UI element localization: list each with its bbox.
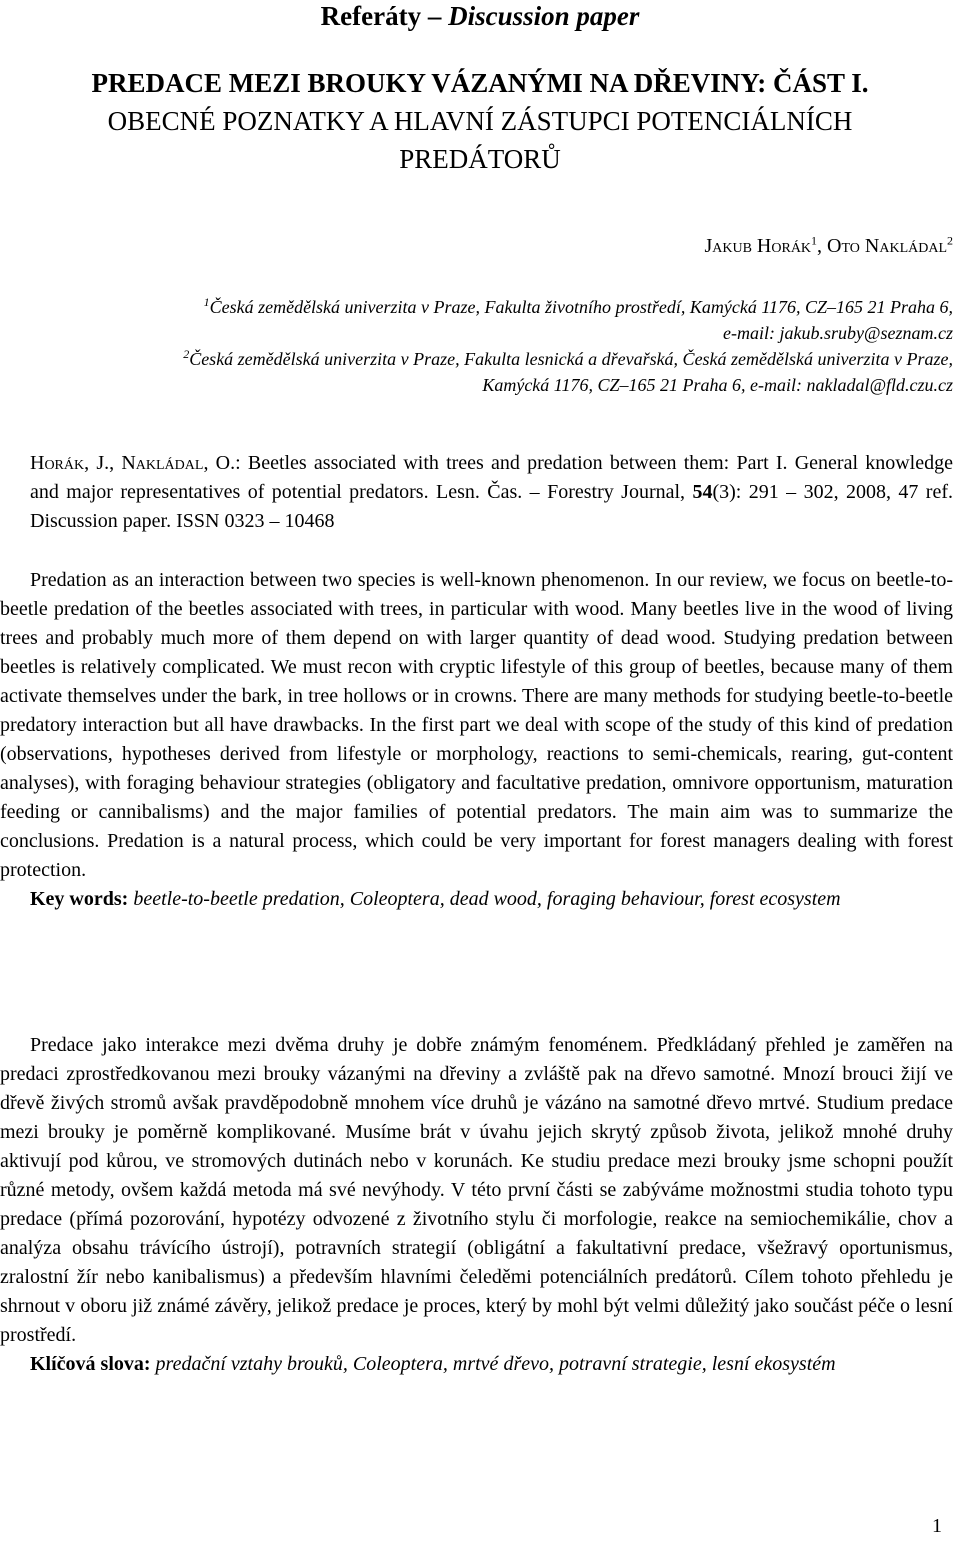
citation-block	[30, 449, 953, 536]
paper-title	[0, 64, 960, 178]
author-1: Jakub Horák	[704, 235, 812, 257]
author-list	[704, 232, 953, 260]
affiliations	[30, 294, 953, 398]
author-2-affil-mark: 2	[947, 233, 953, 248]
keywords-czech-label: Klíčová slova:	[30, 1353, 156, 1375]
author-1-affil-mark: 1	[811, 233, 818, 248]
affiliation-1-text: Česká zemědělská univerzita v Praze, Fakulta životního prostředí, Kamýcká 1176, CZ–165 21 Praha 6,	[209, 297, 953, 317]
citation-mid-2: , O.: Beetles associated with trees and predation between them: Part I. General knowledge and major representatives of potential predators. Lesn. Čas. – Forestry Journal,	[30, 452, 953, 503]
keywords-english	[0, 885, 953, 914]
abstract-english-text: Predation as an interaction between two species is well-known phenomenon. In our review, we focus on beetle-to-beetle predation of the beetles associated with trees, in particular with wood. Many beetles live in the wood of living trees and probably much more of them depend on with larger quantity of dead wood. Studying predation between beetles is relatively complicated. We must recon with cryptic lifestyle of this group of beetles, because many of them activate themselves under the bark, in tree hollows or in crowns. There are many methods for studying beetle-to-beetle predatory interaction but all have drawbacks. In the first part we deal with scope of the study of this kind of predation (observations, hypotheses derived from lifestyle or morphology, reactions to semi-chemicals, rearing, gut-content analyses), with foraging behaviour strategies (obligatory and facultative predation, omnivore opportunism, maturation feeding or cannibalisms) and the major families of potential predators. The main aim was to summarize the conclusions. Predation is a natural process, which could be very important for forest managers dealing with forest protection.	[0, 569, 953, 881]
keywords-czech	[0, 1350, 953, 1379]
citation-author-2: Nakládal	[121, 452, 204, 474]
header-czech: Referáty –	[320, 1, 449, 31]
title-line-3: PREDÁTORŮ	[399, 144, 561, 174]
affiliation-1-line-1	[30, 294, 953, 320]
abstract-czech	[0, 1031, 953, 1379]
title-line-1: PREDACE MEZI BROUKY VÁZANÝMI NA DŘEVINY: ČÁST I.	[91, 68, 869, 98]
affiliation-2-text: Česká zemědělská univerzita v Praze, Fakulta lesnická a dřevařská, Česká zemědělská univerzita v Praze,	[189, 349, 953, 369]
citation-author-1: Horák	[30, 452, 85, 474]
keywords-czech-list: predační vztahy brouků, Coleoptera, mrtvé dřevo, potravní strategie, lesní ekosystém	[155, 1353, 836, 1375]
author-2: Oto Nakládal	[827, 235, 947, 257]
citation-volume: 54	[692, 481, 713, 503]
affiliation-2-line-2: Kamýcká 1176, CZ–165 21 Praha 6, e-mail: nakladal@fld.czu.cz	[482, 375, 953, 395]
abstract-czech-text: Predace jako interakce mezi dvěma druhy je dobře známým fenoménem. Předkládaný přehled je zaměřen na predaci zprostředkovanou mezi brouky vázanými na dřeviny a zvláště pak na dřevo samotné. Mnozí brouci žijí ve dřevě živých stromů avšak pravděpodobně mnohem více druhů je vázáno na samotné dřevo mrtvé. Studium predace mezi brouky je poměrně komplikované. Musíme brát v úvahu jejich skrytý způsob života, jelikož mnohé druhy aktivují pod kůrou, ve stromových dutinách nebo v korunách. Ke studiu predace mezi brouky jsme schopni použít různé metody, ovšem každá metoda má své nevýhody. V této první části se zabýváme možnostmi studia tohoto typu predace (přímá pozorování, hypotézy odvozené z životního stylu či morfologie, reakce na semiochemikálie, chov a analýza obsahu trávícího ústrojí), potravních strategií (obligátní a fakultativní predace, všežravý oportunismus, zralostní žír nebo kanibalismus) a především hlavními čeleděmi potenciálních predátorů. Cílem tohoto přehledu je shrnout v oboru již známé závěry, jelikož predace je proces, který by mohl být velmi důležitý jako součást péče o lesní prostředí.	[0, 1034, 953, 1346]
author-separator: ,	[817, 235, 828, 257]
title-line-2: OBECNÉ POZNATKY A HLAVNÍ ZÁSTUPCI POTENCIÁLNÍCH	[107, 106, 853, 136]
keywords-english-list: beetle-to-beetle predation, Coleoptera, dead wood, foraging behaviour, forest ecosystem	[133, 888, 841, 910]
affiliation-2-mark: 2	[183, 347, 190, 361]
page-number: 1	[932, 1515, 942, 1537]
section-header	[0, 0, 960, 32]
affiliation-1-mark: 1	[203, 295, 210, 309]
affiliation-1-email: e-mail: jakub.sruby@seznam.cz	[722, 323, 953, 343]
header-english: Discussion paper	[448, 1, 640, 31]
affiliation-2-line-1	[30, 346, 953, 372]
abstract-english	[0, 566, 953, 914]
keywords-english-label: Key words:	[30, 888, 134, 910]
citation-rest: (3): 291 – 302, 2008, 47 ref. Discussion paper. ISSN 0323 – 10468	[30, 481, 954, 532]
citation-mid-1: , J.,	[84, 452, 122, 474]
